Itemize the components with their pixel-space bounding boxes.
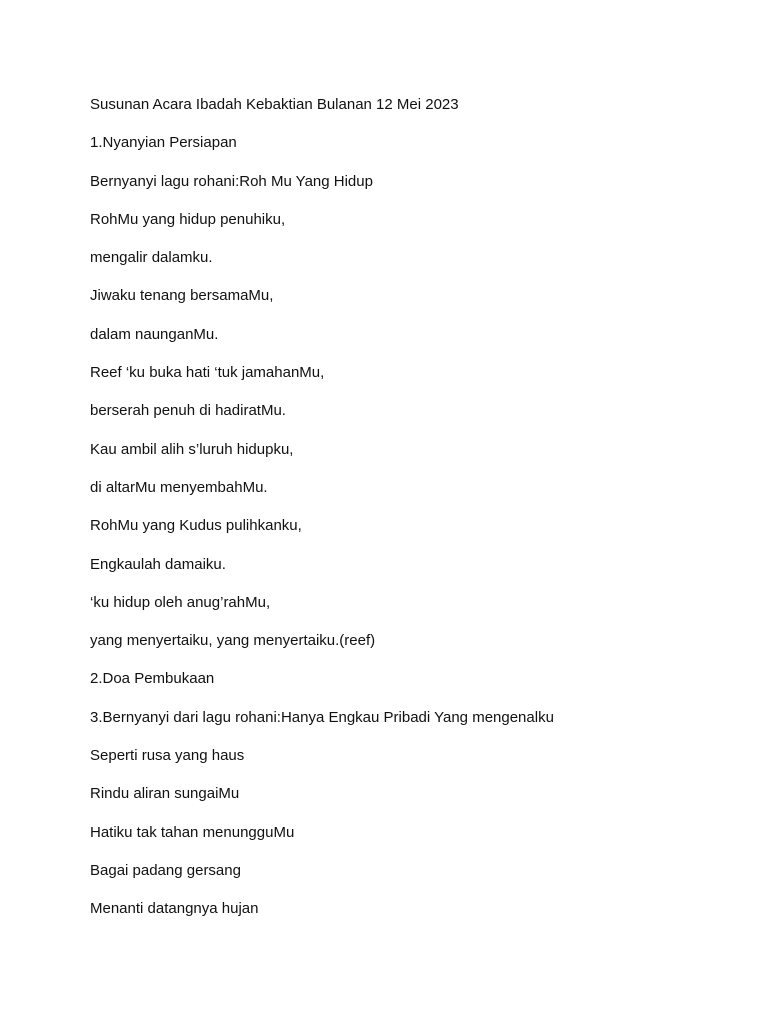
lyric-line: Jiwaku tenang bersamaMu, [90,287,274,305]
lyric-line: Hatiku tak tahan menungguMu [90,823,295,841]
lyric-line: RohMu yang hidup penuhiku, [90,210,286,228]
lyric-line: dalam naunganMu. [90,325,219,343]
document-title: Susunan Acara Ibadah Kebaktian Bulanan 12 Mei 2023 [90,96,459,113]
lyric-line: Rindu aliran sungaiMu [90,785,240,803]
lyric-line: di altarMu menyembahMu. [90,478,268,496]
section-heading: 1.Nyanyian Persiapan [90,134,237,152]
text-line: Bernyanyi lagu rohani:Roh Mu Yang Hidup [90,172,373,190]
document-body [90,94,730,937]
lyric-line: Seperti rusa yang haus [90,747,245,765]
lyric-line: Engkaulah damaiku. [90,555,226,573]
section-heading: 2.Doa Pembukaan [90,670,215,688]
lyric-line: Bagai padang gersang [90,861,241,879]
lyric-line: Kau ambil alih s’luruh hidupku, [90,440,294,458]
lyric-line: ‘ku hidup oleh anug’rahMu, [90,593,271,611]
lyric-line: yang menyertaiku, yang menyertaiku.(reef) [90,632,376,650]
section-heading: 3.Bernyanyi dari lagu rohani:Hanya Engkau Pribadi Yang mengenalku [90,708,554,726]
lyric-line: berserah penuh di hadiratMu. [90,402,286,420]
lyric-line: mengalir dalamku. [90,249,213,267]
lyric-line: RohMu yang Kudus pulihkanku, [90,517,302,535]
lyric-line: Menanti datangnya hujan [90,900,259,918]
lyric-line: Reef ‘ku buka hati ‘tuk jamahanMu, [90,364,325,382]
